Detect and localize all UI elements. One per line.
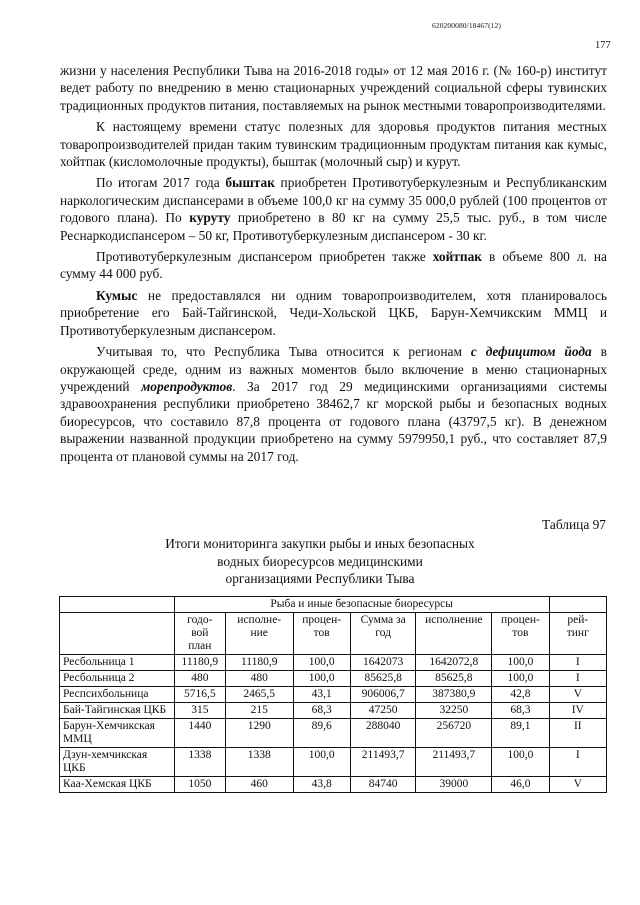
table-corner-cell: [549, 597, 606, 613]
organization-cell: Каа-Хемская ЦКБ: [60, 777, 175, 793]
text-run: в объеме 800 л. на сумму 44 000 руб.: [60, 249, 607, 282]
organization-cell: Ресбольница 2: [60, 671, 175, 687]
table-cell-sum: 1642073: [350, 655, 416, 671]
table-cell-sum-pct: 42,8: [492, 687, 549, 703]
table-row: [60, 719, 607, 748]
table-header-cell: [60, 613, 175, 655]
text-run: По итогам 2017 года: [96, 175, 226, 191]
table-cell-rating: V: [549, 777, 606, 793]
table-cell-plan: 11180,9: [174, 655, 225, 671]
table-cell-sum-exec: 39000: [416, 777, 492, 793]
paragraph: [60, 248, 607, 283]
organization-cell: Респсихбольница: [60, 687, 175, 703]
text-run: в окружающей среде, одним из важных моментов было включение в меню стационарных учреждений: [60, 344, 607, 394]
table-row: [60, 703, 607, 719]
emphasized-text: куруту: [189, 210, 231, 226]
organization-cell: Бай-Тайгинская ЦКБ: [60, 703, 175, 719]
table-cell-sum: 288040: [350, 719, 416, 748]
table-row: [60, 671, 607, 687]
table-corner-cell: [60, 597, 175, 613]
table-cell-sum-pct: 46,0: [492, 777, 549, 793]
table-header-cell: исполне- ние: [225, 613, 293, 655]
table-title-line: Итоги мониторинга закупки рыбы и иных безопасных: [165, 536, 475, 551]
table-group-header: Рыба и иные безопасные биоресурсы: [174, 597, 549, 613]
paragraph: [60, 62, 607, 114]
table-cell-pct: 43,1: [293, 687, 350, 703]
table-cell-pct: 43,8: [293, 777, 350, 793]
table-header-cell: процен- тов: [293, 613, 350, 655]
table-cell-rating: I: [549, 748, 606, 777]
table-cell-plan: 1050: [174, 777, 225, 793]
table-row: [60, 655, 607, 671]
paragraph: [60, 118, 607, 170]
table-cell-rating: II: [549, 719, 606, 748]
table-cell-pct: 100,0: [293, 655, 350, 671]
table-cell-pct: 89,6: [293, 719, 350, 748]
table-header-cell: исполнение: [416, 613, 492, 655]
text-run: не предоставлялся ни одним товаропроизводителем, хотя планировалось приобретение его Бай-Тайгинской, Чеди-Хольской ЦКБ, Барун-Хемчикским ММЦ и Противотуберкулезным диспансером.: [60, 287, 607, 338]
monitoring-table: [59, 596, 607, 793]
table-cell-sum-exec: 85625,8: [416, 671, 492, 687]
table-cell-exec: 1290: [225, 719, 293, 748]
text-run: . За 2017 год 29 медицинскими организациями системы здравоохранения республики приобретено 38462,7 кг морской рыбы и безопасных водных биоресурсов, что составило 87,8 процента от годового плана (43797,5 кг). В денежном выражении названной продукции приобретено на сумму 5979950,1 руб., что составляет 87,9 процента от плановой суммы на 2017 год.: [60, 378, 607, 464]
page-number: 177: [595, 40, 611, 51]
table-cell-exec: 11180,9: [225, 655, 293, 671]
table-row: [60, 687, 607, 703]
table-header-cell: рей- тинг: [549, 613, 606, 655]
table-cell-pct: 68,3: [293, 703, 350, 719]
table-cell-plan: 1338: [174, 748, 225, 777]
table-cell-sum-exec: 256720: [416, 719, 492, 748]
table-cell-sum-pct: 100,0: [492, 748, 549, 777]
table-cell-sum: 85625,8: [350, 671, 416, 687]
text-run: Учитывая то, что Республика Тыва относится к регионам: [96, 344, 471, 360]
table-cell-rating: V: [549, 687, 606, 703]
table-header-cell: годо- вой план: [174, 613, 225, 655]
table-title: [100, 535, 540, 588]
table-cell-exec: 215: [225, 703, 293, 719]
table-cell-pct: 100,0: [293, 748, 350, 777]
table-cell-exec: 480: [225, 671, 293, 687]
table-row: [60, 777, 607, 793]
table-cell-sum: 84740: [350, 777, 416, 793]
body-text: [60, 62, 607, 469]
table-cell-sum-pct: 100,0: [492, 655, 549, 671]
organization-cell: Ресбольница 1: [60, 655, 175, 671]
table-cell-plan: 315: [174, 703, 225, 719]
table-title-line: водных биоресурсов медицинскими: [217, 553, 423, 569]
table-cell-plan: 1440: [174, 719, 225, 748]
organization-cell: Дзун-хемчикская ЦКБ: [60, 748, 175, 777]
table-cell-sum: 211493,7: [350, 748, 416, 777]
paragraph: [60, 174, 607, 244]
table-cell-sum-pct: 68,3: [492, 703, 549, 719]
text-run: жизни у населения Республики Тыва на 2016-2018 годы» от 12 мая 2016 г. (№ 160-р) институт ведет работу по внедрению в меню стационарных учреждений социальной сферы тувинских традиционных продуктов питания, поставляемых на рынок местными товаропроизводителями.: [60, 63, 607, 113]
emphasized-text: с дефицитом йода: [470, 344, 592, 360]
table-cell-rating: I: [549, 671, 606, 687]
table-cell-sum: 906006,7: [350, 687, 416, 703]
table-cell-plan: 480: [174, 671, 225, 687]
paragraph: [60, 287, 607, 339]
table-cell-sum-exec: 1642072,8: [416, 655, 492, 671]
table-header-cell: процен- тов: [492, 613, 549, 655]
table-row: [60, 748, 607, 777]
table-cell-sum-pct: 89,1: [492, 719, 549, 748]
table-cell-pct: 100,0: [293, 671, 350, 687]
text-run: Противотуберкулезным диспансером приобретен также: [96, 249, 433, 265]
table-title-line: организациями Республики Тыва: [225, 571, 415, 586]
table-cell-rating: IV: [549, 703, 606, 719]
emphasized-text: быштак: [225, 175, 275, 191]
table-cell-sum-exec: 211493,7: [416, 748, 492, 777]
emphasized-text: хойтпак: [432, 249, 483, 265]
table-cell-exec: 2465,5: [225, 687, 293, 703]
table-cell-plan: 5716,5: [174, 687, 225, 703]
table-cell-sum-pct: 100,0: [492, 671, 549, 687]
table-cell-sum-exec: 32250: [416, 703, 492, 719]
table-cell-exec: 1338: [225, 748, 293, 777]
table-header-cell: Сумма за год: [350, 613, 416, 655]
table-cell-exec: 460: [225, 777, 293, 793]
emphasized-text: Кумыс: [96, 287, 138, 303]
table-cell-sum: 47250: [350, 703, 416, 719]
paragraph: [60, 343, 607, 465]
text-run: приобретен Противотуберкулезным и Республиканским наркологическим диспансерами в объеме 100,0 кг на сумму 35 000,0 рублей (100 процентов от годового плана). По: [60, 175, 607, 226]
organization-cell: Барун-Хемчикская ММЦ: [60, 719, 175, 748]
table-cell-rating: I: [549, 655, 606, 671]
table-cell-sum-exec: 387380,9: [416, 687, 492, 703]
table-label: Таблица 97: [542, 517, 606, 532]
text-run: К настоящему времени статус полезных для здоровья продуктов питания местных товаропроизводителей придан таким тувинским традиционным продуктам питания как кумыс, хойтпак (кисломолочные продукты), быштак (молочный сыр) и курут.: [60, 119, 607, 170]
document-code: 620200080/18467(12): [432, 21, 501, 30]
emphasized-text: морепродуктов: [141, 378, 233, 394]
text-run: приобретено в 80 кг на сумму 25,5 тыс. руб., в том числе Реснаркодиспансером – 50 кг, Противотуберкулезным диспансером - 30 кг.: [60, 210, 607, 243]
